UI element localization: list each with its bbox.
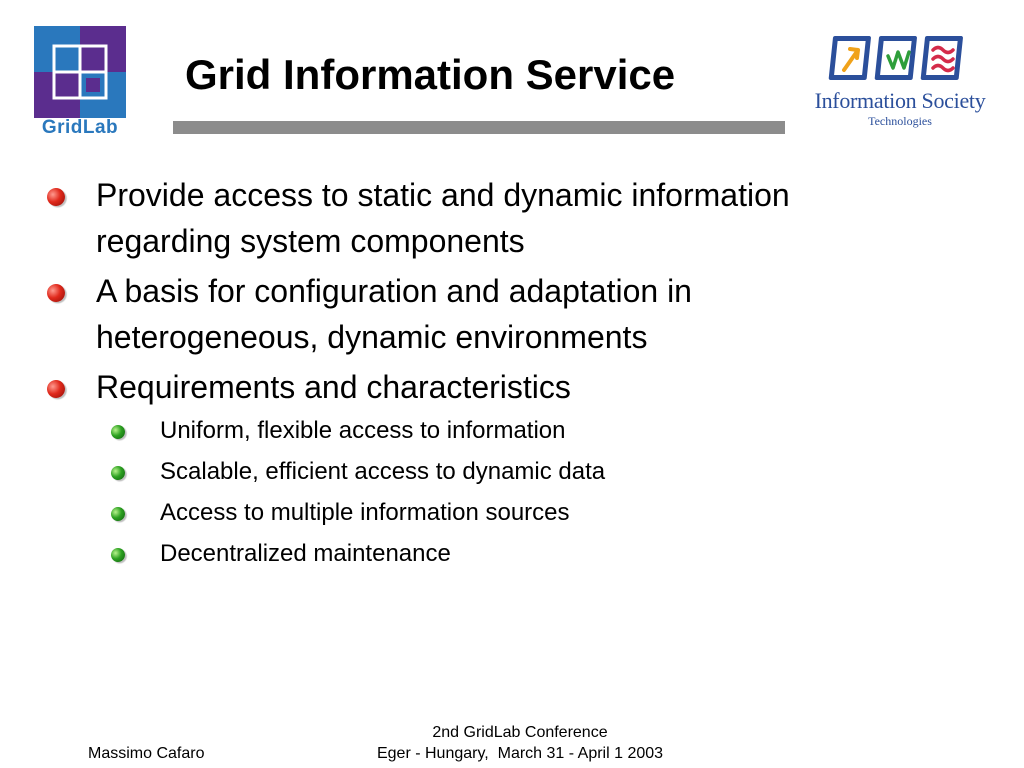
red-bullet-icon: [44, 185, 68, 209]
green-bullet-icon: [109, 546, 128, 565]
footer-event-line-1: 2nd GridLab Conference: [432, 724, 608, 741]
sub-bullet-item: [0, 455, 860, 489]
sub-bullet-item: [0, 496, 860, 530]
slide-title: Grid Information Service: [185, 51, 676, 98]
information-society-logo: [800, 28, 1000, 132]
ist-tiles-icon: [800, 28, 1000, 86]
bullet-text: A basis for configuration and adaptation in heterogeneous, dynamic environments: [96, 273, 692, 355]
ist-logo-subtitle: Technologies: [868, 114, 932, 128]
footer-event: [340, 722, 700, 764]
gridlab-logo-text: GridLab: [41, 117, 119, 138]
red-bullet-icon: [44, 281, 68, 305]
bullet-text: Requirements and characteristics: [96, 369, 571, 405]
footer-event-line-2: Eger - Hungary, March 31 - April 1 2003: [376, 745, 664, 762]
ist-logo-name: Information Society: [814, 88, 986, 113]
sub-bullet-item: [0, 414, 860, 448]
sub-bullet-item: [0, 537, 860, 571]
green-bullet-icon: [109, 505, 128, 524]
bullet-item: [0, 364, 916, 410]
bullet-text: Provide access to static and dynamic information regarding system components: [96, 177, 790, 259]
sub-bullet-text: Scalable, efficient access to dynamic data: [160, 458, 606, 485]
bullet-item: [0, 172, 916, 264]
green-bullet-icon: [109, 423, 128, 442]
gridlab-grid-icon: [30, 26, 130, 118]
sub-bullet-text: Access to multiple information sources: [160, 499, 570, 526]
gridlab-logo: [30, 26, 130, 142]
red-bullet-icon: [44, 377, 68, 401]
sub-bullet-text: Uniform, flexible access to information: [160, 417, 566, 444]
title-underline-bar: [173, 121, 785, 134]
green-bullet-icon: [109, 464, 128, 483]
bullet-item: [0, 268, 916, 360]
footer-author: Massimo Cafaro: [88, 745, 205, 762]
sub-bullet-text: Decentralized maintenance: [160, 540, 451, 567]
bullet-list: [0, 172, 1024, 578]
